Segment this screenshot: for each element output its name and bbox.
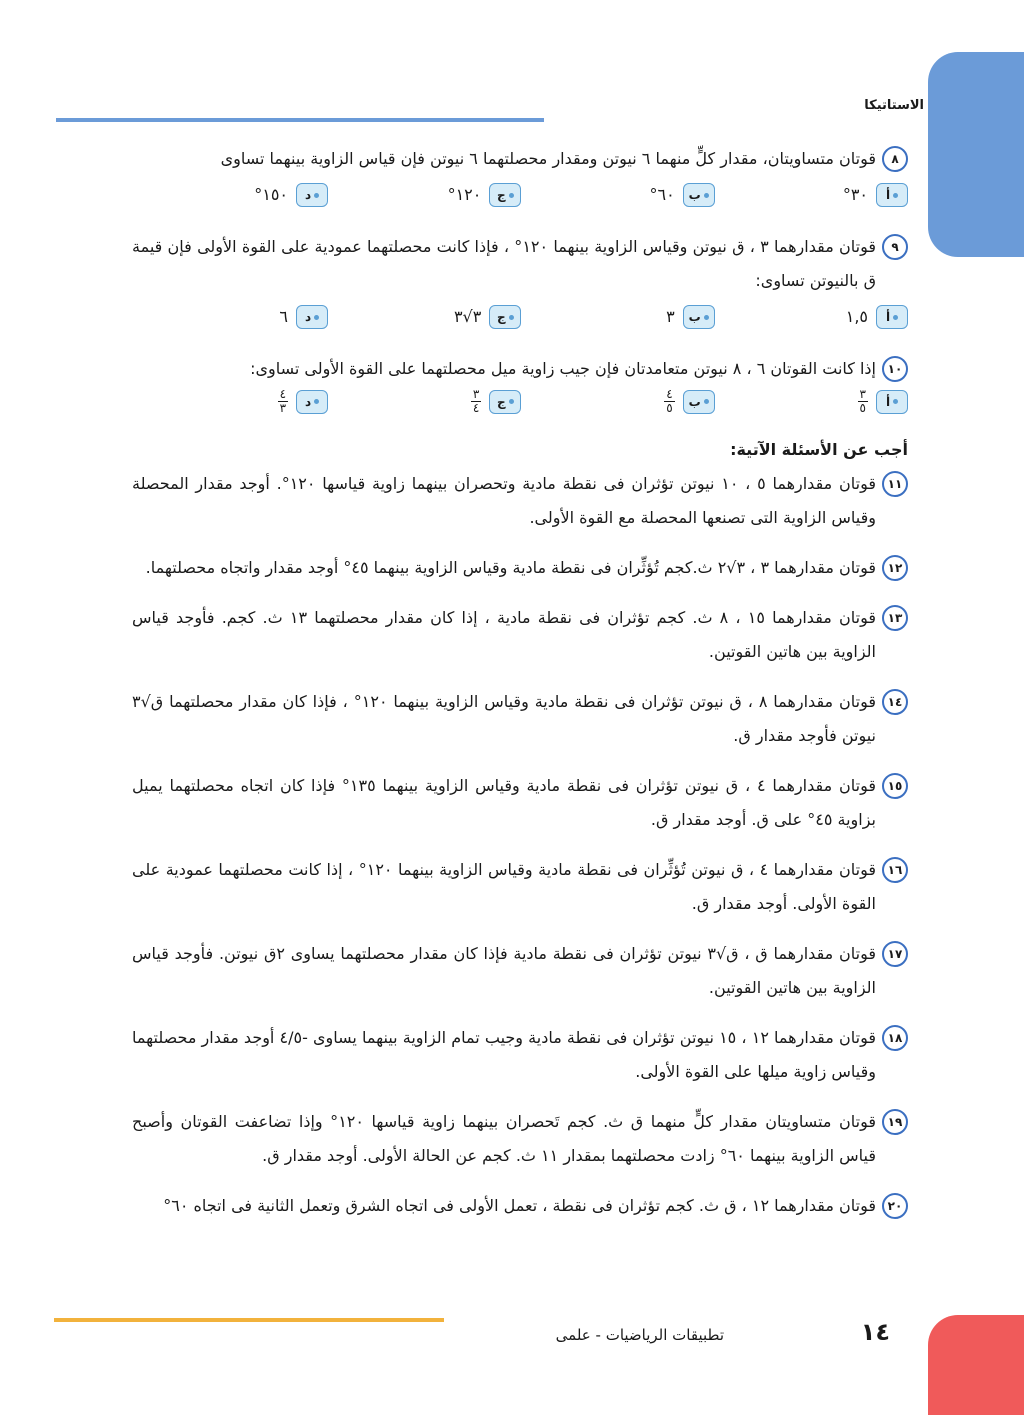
choice-b[interactable]: ب $\frac{٤}{٥}$ xyxy=(535,388,715,415)
chapter-title: الاستاتيكا xyxy=(864,98,924,113)
page-content xyxy=(132,142,908,1239)
question-text: قوتان مقدارهما ٣ ، ٣√٢ ث.كجم تُؤثِّران فى نقطة مادية وقياس الزاوية بينهما ٤٥° أوجد مقدار واتجاه محصلتهما. xyxy=(145,558,876,577)
question-text: قوتان مقدارهما ٤ ، ق نيوتن تُؤثِّران فى نقطة مادية وقياس الزاوية بينهما ١٢٠° ، إذا كانت محصلتهما عمودية على القوة الأولى. أوجد مقدار ق. xyxy=(132,860,876,913)
page-number: ١٤ xyxy=(860,1318,890,1346)
question xyxy=(132,685,908,753)
choice-c[interactable]: ج ١٢٠° xyxy=(341,178,521,212)
choice-a[interactable]: أ ١,٥ xyxy=(728,300,908,334)
question xyxy=(132,853,908,921)
question-number: ١٢ xyxy=(882,555,908,581)
question-text: قوتان مقدارهما ٥ ، ١٠ نيوتن تؤثران فى نقطة مادية وتحصران بينهما زاوية قياسها ١٢٠°. أوجد مقدار المحصلة وقياس الزاوية التى تصنعها المحصلة مع القوة الأولى. xyxy=(132,474,876,527)
choice-d[interactable]: د $\frac{٤}{٣}$ xyxy=(148,388,328,415)
question-text: إذا كانت القوتان ٦ ، ٨ نيوتن متعامدتان فإن جيب زاوية ميل محصلتهما على القوة الأولى تساوى: xyxy=(250,359,876,378)
question-text: قوتان متساويتان مقدار كلٍّ منهما ق ث. كجم تَحصران بينهما زاوية قياسها ١٢٠° وإذا تضاعفت القوتان وأصبح قياس الزاوية بينهما ٦٠° زادت محصلتهما بمقدار ١١ ث. كجم عن الحالة الأولى. أوجد مقدار ق. xyxy=(132,1112,877,1165)
header-rule xyxy=(56,118,544,122)
question-text: قوتان مقدارهما ق ، ق√٣ نيوتن تؤثران فى نقطة مادية فإذا كان مقدار محصلتهما يساوى ٢ق نيوتن. فأوجد قياس الزاوية بين هاتين القوتين. xyxy=(132,944,877,997)
question-number: ١١ xyxy=(882,471,908,497)
choice-b[interactable]: ب ٣ xyxy=(535,300,715,334)
fraction: $\frac{٣}{٥}$ xyxy=(859,387,866,415)
question-text: قوتان مقدارهما ١٥ ، ٨ ث. كجم تؤثران فى نقطة مادية ، إذا كان مقدار محصلتهما ١٣ ث. كجم. فأوجد قياس الزاوية بين هاتين القوتين. xyxy=(132,608,877,661)
mcq-question xyxy=(132,352,908,415)
question-text: قوتان متساويتان، مقدار كلٍّ منهما ٦ نيوتن ومقدار محصلتهما ٦ نيوتن فإن قياس الزاوية بينهما تساوى xyxy=(220,149,876,168)
choice-a[interactable]: أ $\frac{٣}{٥}$ xyxy=(728,388,908,415)
question xyxy=(132,1105,908,1173)
choice-d[interactable]: د ٦ xyxy=(148,300,328,334)
choices xyxy=(132,178,908,212)
open-questions xyxy=(132,467,908,1223)
question-number: ١٩ xyxy=(882,1109,908,1135)
mcq-question xyxy=(132,230,908,334)
question-text: قوتان مقدارهما ٨ ، ق نيوتن تؤثران فى نقطة مادية وقياس الزاوية بينهما ١٢٠° ، فإذا كان مقدار محصلتهما ق√٣ نيوتن فأوجد مقدار ق. xyxy=(132,692,876,745)
question-text: قوتان مقدارهما ١٢ ، ١٥ نيوتن تؤثران فى نقطة مادية وجيب تمام الزاوية بينهما يساوى -٤/٥ أوجد مقدار محصلتهما وقياس زاوية ميلها على القوة الأولى. xyxy=(132,1028,876,1081)
fraction: $\frac{٤}{٥}$ xyxy=(666,387,673,415)
question xyxy=(132,1189,908,1223)
question xyxy=(132,551,908,585)
choice-b[interactable]: ب ٦٠° xyxy=(535,178,715,212)
question-number: ٢٠ xyxy=(882,1193,908,1219)
question xyxy=(132,601,908,669)
choices xyxy=(132,300,908,334)
fraction: $\frac{٣}{٤}$ xyxy=(472,387,480,415)
choice-c[interactable]: ج $\frac{٣}{٤}$ xyxy=(341,388,521,415)
fraction: $\frac{٤}{٣}$ xyxy=(279,387,287,415)
question-number: ١٦ xyxy=(882,857,908,883)
question-number: ٩ xyxy=(882,234,908,260)
question-number: ١٤ xyxy=(882,689,908,715)
mcq-question xyxy=(132,142,908,212)
choice-a[interactable]: أ ٣٠° xyxy=(728,178,908,212)
book-title: تطبيقات الرياضيات - علمى xyxy=(555,1326,724,1344)
question xyxy=(132,467,908,535)
question-number: ١٥ xyxy=(882,773,908,799)
question-number: ٨ xyxy=(882,146,908,172)
question xyxy=(132,769,908,837)
choice-d[interactable]: د ١٥٠° xyxy=(148,178,328,212)
question-text: قوتان مقدارهما ٣ ، ق نيوتن وقياس الزاوية بينهما ١٢٠° ، فإذا كانت محصلتهما عمودية على القوة الأولى فإن قيمة ق بالنيوتن تساوى: xyxy=(132,237,877,290)
question-number: ١٧ xyxy=(882,941,908,967)
section-title: أجب عن الأسئلة الآتية: xyxy=(730,440,908,459)
question-text: قوتان مقدارهما ٤ ، ق نيوتن تؤثران فى نقطة مادية وقياس الزاوية بينهما ١٣٥° فإذا كان اتجاه محصلتهما يميل بزاوية ٤٥° على ق. أوجد مقدار ق. xyxy=(132,776,876,829)
footer-tab xyxy=(928,1315,1024,1415)
question-number: ١٠ xyxy=(882,356,908,382)
question-text: قوتان مقدارهما ١٢ ، ق ث. كجم تؤثران فى نقطة ، تعمل الأولى فى اتجاه الشرق وتعمل الثانية فى اتجاه ٦٠° xyxy=(163,1196,876,1215)
choice-c[interactable]: ج ٣√٣ xyxy=(341,300,521,334)
question xyxy=(132,937,908,1005)
question-number: ١٨ xyxy=(882,1025,908,1051)
question xyxy=(132,1021,908,1089)
choices xyxy=(132,388,908,415)
chapter-tab xyxy=(928,52,1024,257)
footer-rule xyxy=(54,1318,444,1322)
question-number: ١٣ xyxy=(882,605,908,631)
